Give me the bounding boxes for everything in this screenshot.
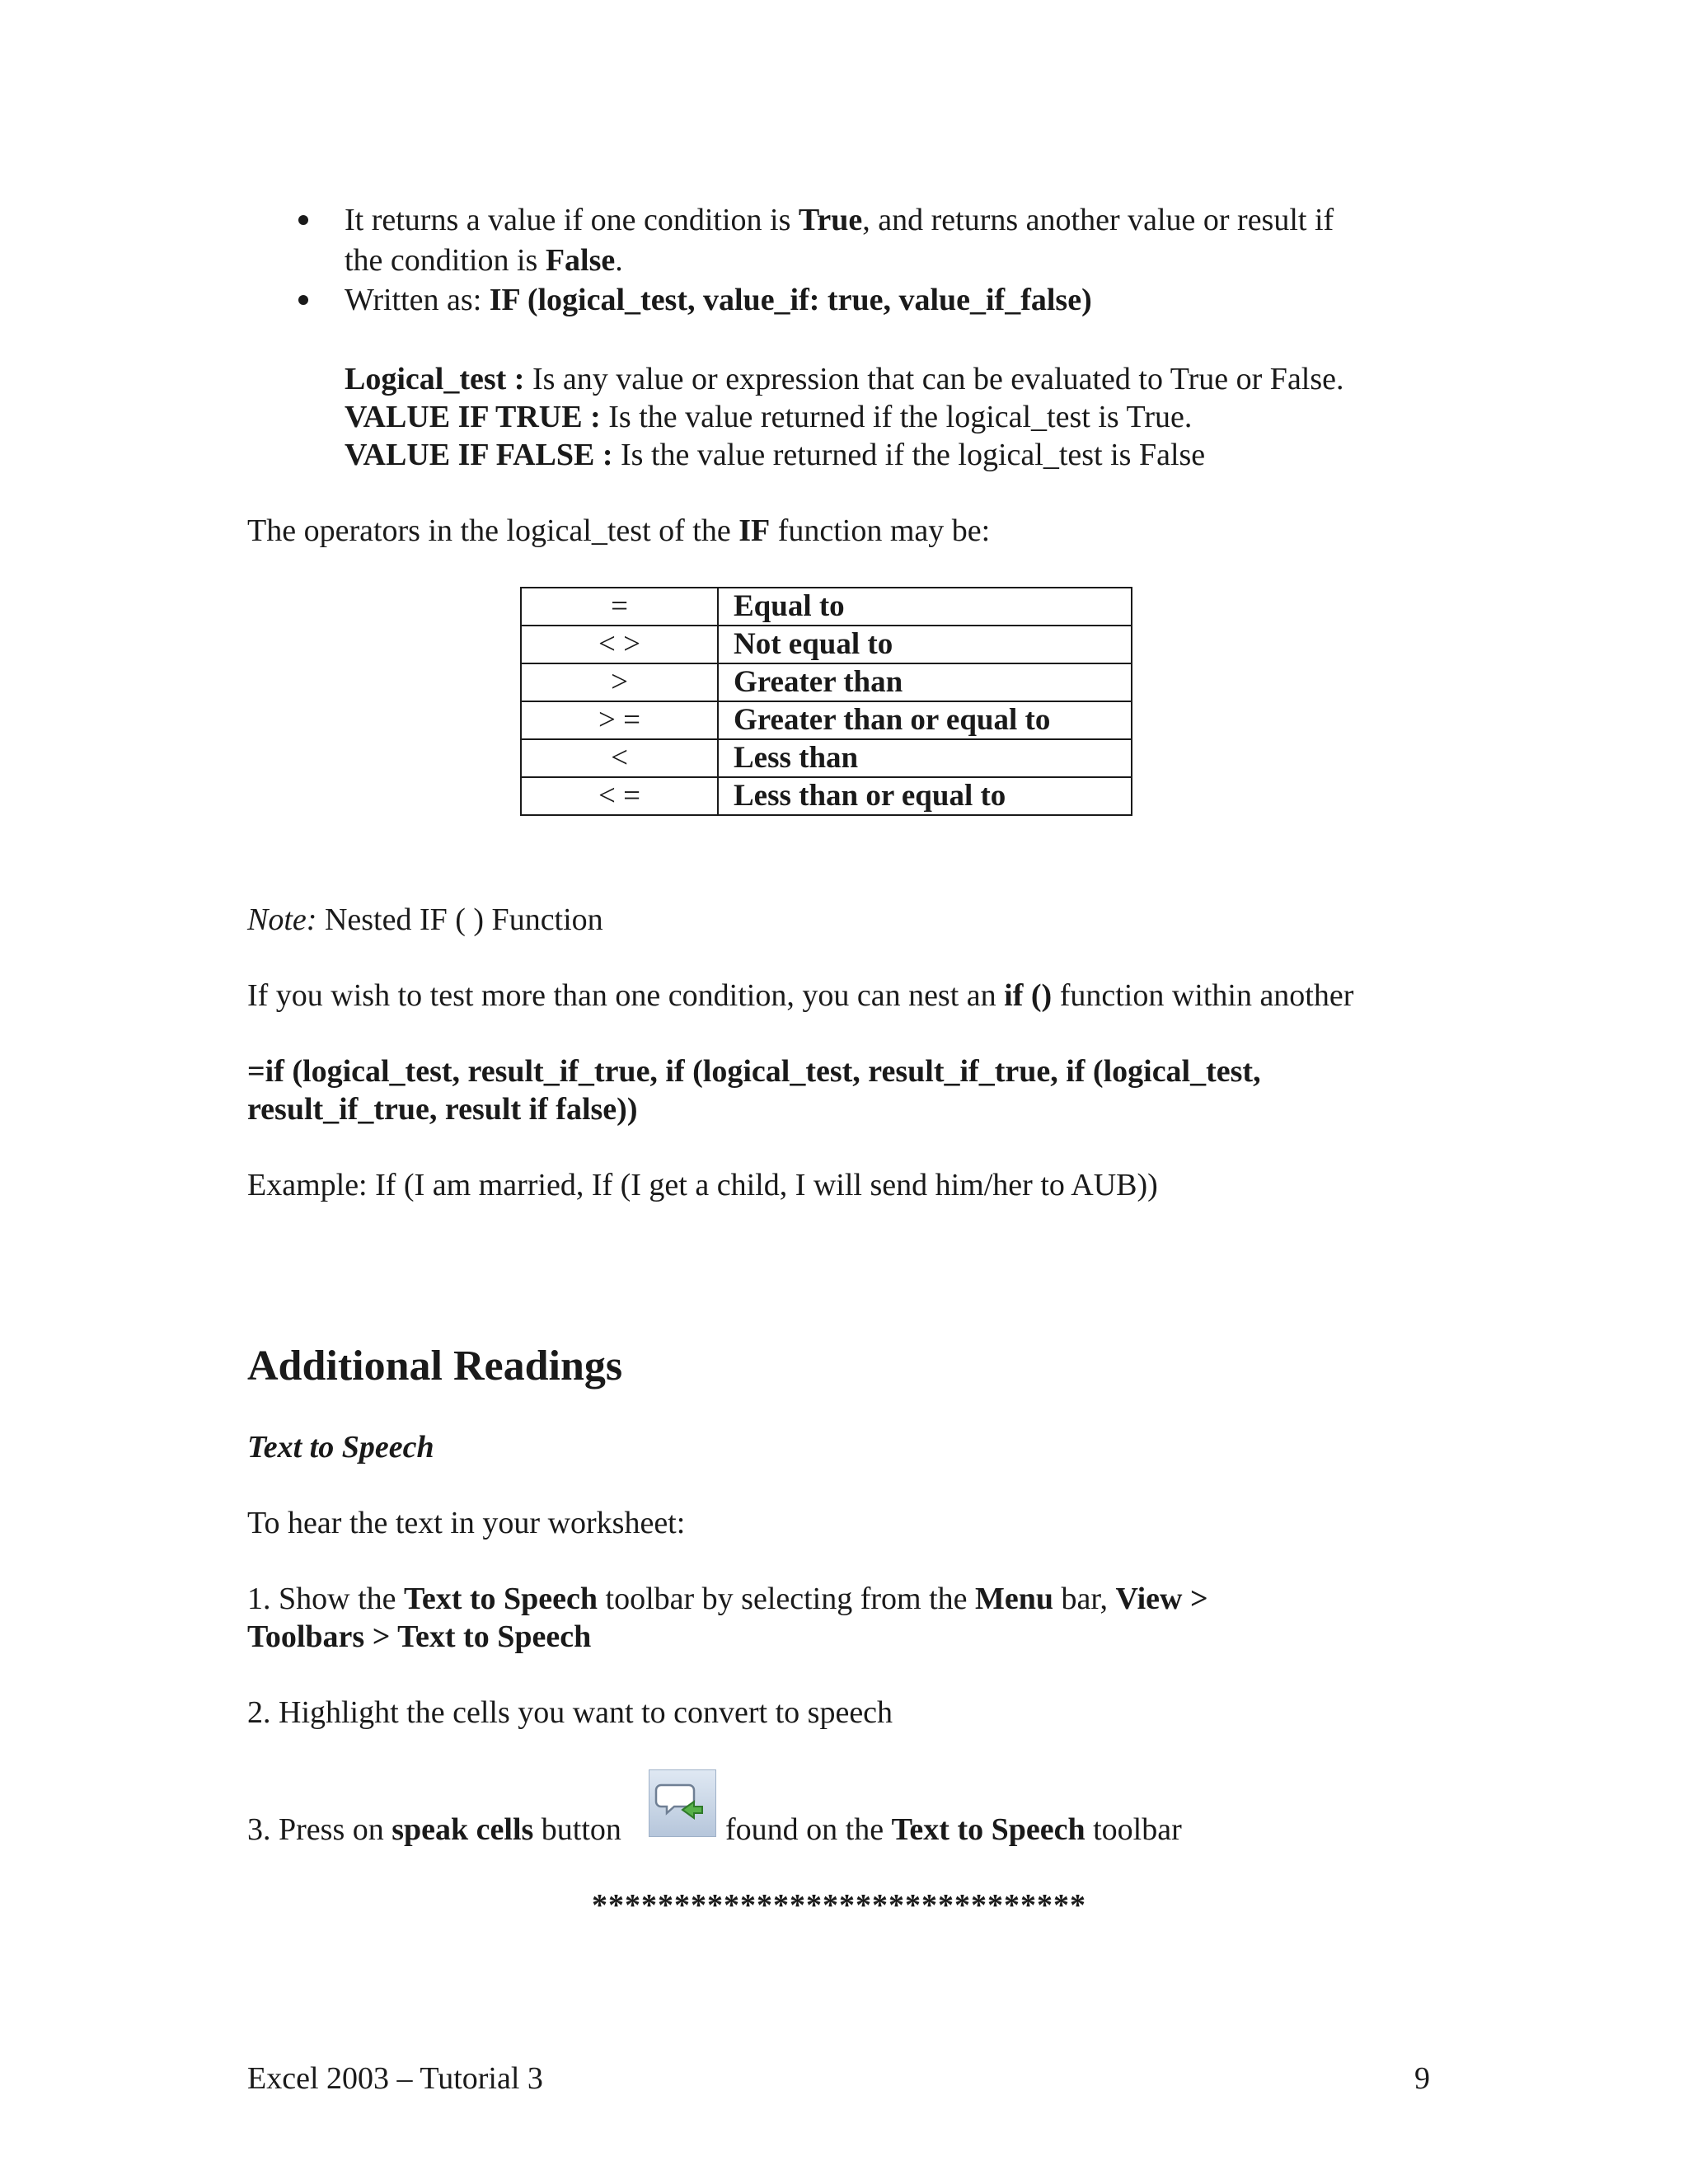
section-heading: Additional Readings: [247, 1343, 623, 1390]
table-row: [521, 588, 1132, 626]
step-2: 2. Highlight the cells you want to convert to speech: [247, 1695, 893, 1730]
definition-value-if-false: VALUE IF FALSE : Is the value returned if the logical_test is False: [345, 438, 1206, 472]
definition-logical-test: Logical_test : Is any value or expression that can be evaluated to True or False.: [345, 362, 1344, 396]
operator-cell: < =: [521, 777, 718, 815]
footer-title: Excel 2003 – Tutorial 3: [247, 2061, 543, 2096]
step-3-text-continued: found on the Text to Speech toolbar: [725, 1812, 1182, 1847]
bullet-dot: [298, 295, 308, 305]
nested-if-formula-line-1: =if (logical_test, result_if_true, if (logical_test, result_if_true, if (logical_test,: [247, 1054, 1261, 1089]
operator-cell: >: [521, 663, 718, 701]
step-3-text: 3. Press on speak cells button: [247, 1812, 621, 1847]
operator-cell: > =: [521, 701, 718, 739]
bullet-2-line-1: Written as: IF (logical_test, value_if: true, value_if_false): [345, 283, 1092, 317]
meaning-cell: Not equal to: [718, 626, 1132, 663]
meaning-cell: Greater than: [718, 663, 1132, 701]
intro-text: To hear the text in your worksheet:: [247, 1506, 686, 1540]
bullet-1-line-2: the condition is False.: [345, 243, 623, 278]
operators-intro: The operators in the logical_test of the IF function may be:: [247, 513, 991, 548]
meaning-cell: Equal to: [718, 588, 1132, 626]
bullet-1-line-1: It returns a value if one condition is True, and returns another value or result if: [345, 203, 1334, 237]
table-row: [521, 663, 1132, 701]
nest-description: If you wish to test more than one condition, you can nest an if () function within another: [247, 978, 1354, 1013]
table-row: [521, 777, 1132, 815]
note: Note: Nested IF ( ) Function: [247, 902, 603, 937]
step-1-line-2: Toolbars > Text to Speech: [247, 1619, 592, 1654]
meaning-cell: Less than or equal to: [718, 777, 1132, 815]
example: Example: If (I am married, If (I get a child, I will send him/her to AUB)): [247, 1168, 1158, 1202]
bullet-dot: [298, 215, 308, 225]
speech-bubble-arrow-icon: [649, 1770, 717, 1838]
operators-table: [520, 587, 1132, 816]
operator-cell: <: [521, 739, 718, 777]
operator-cell: =: [521, 588, 718, 626]
table-row: [521, 626, 1132, 663]
table-row: [521, 739, 1132, 777]
speak-cells-icon: [649, 1769, 716, 1837]
subheading: Text to Speech: [247, 1430, 434, 1465]
operator-cell: < >: [521, 626, 718, 663]
step-1-line-1: 1. Show the Text to Speech toolbar by selecting from the Menu bar, View >: [247, 1582, 1208, 1616]
nested-if-formula-line-2: result_if_true, result if false)): [247, 1092, 638, 1127]
table-row: [521, 701, 1132, 739]
page-number: 9: [1414, 2061, 1430, 2096]
meaning-cell: Less than: [718, 739, 1132, 777]
separator: ******************************: [592, 1888, 1086, 1923]
meaning-cell: Greater than or equal to: [718, 701, 1132, 739]
definition-value-if-true: VALUE IF TRUE : Is the value returned if the logical_test is True.: [345, 400, 1193, 434]
